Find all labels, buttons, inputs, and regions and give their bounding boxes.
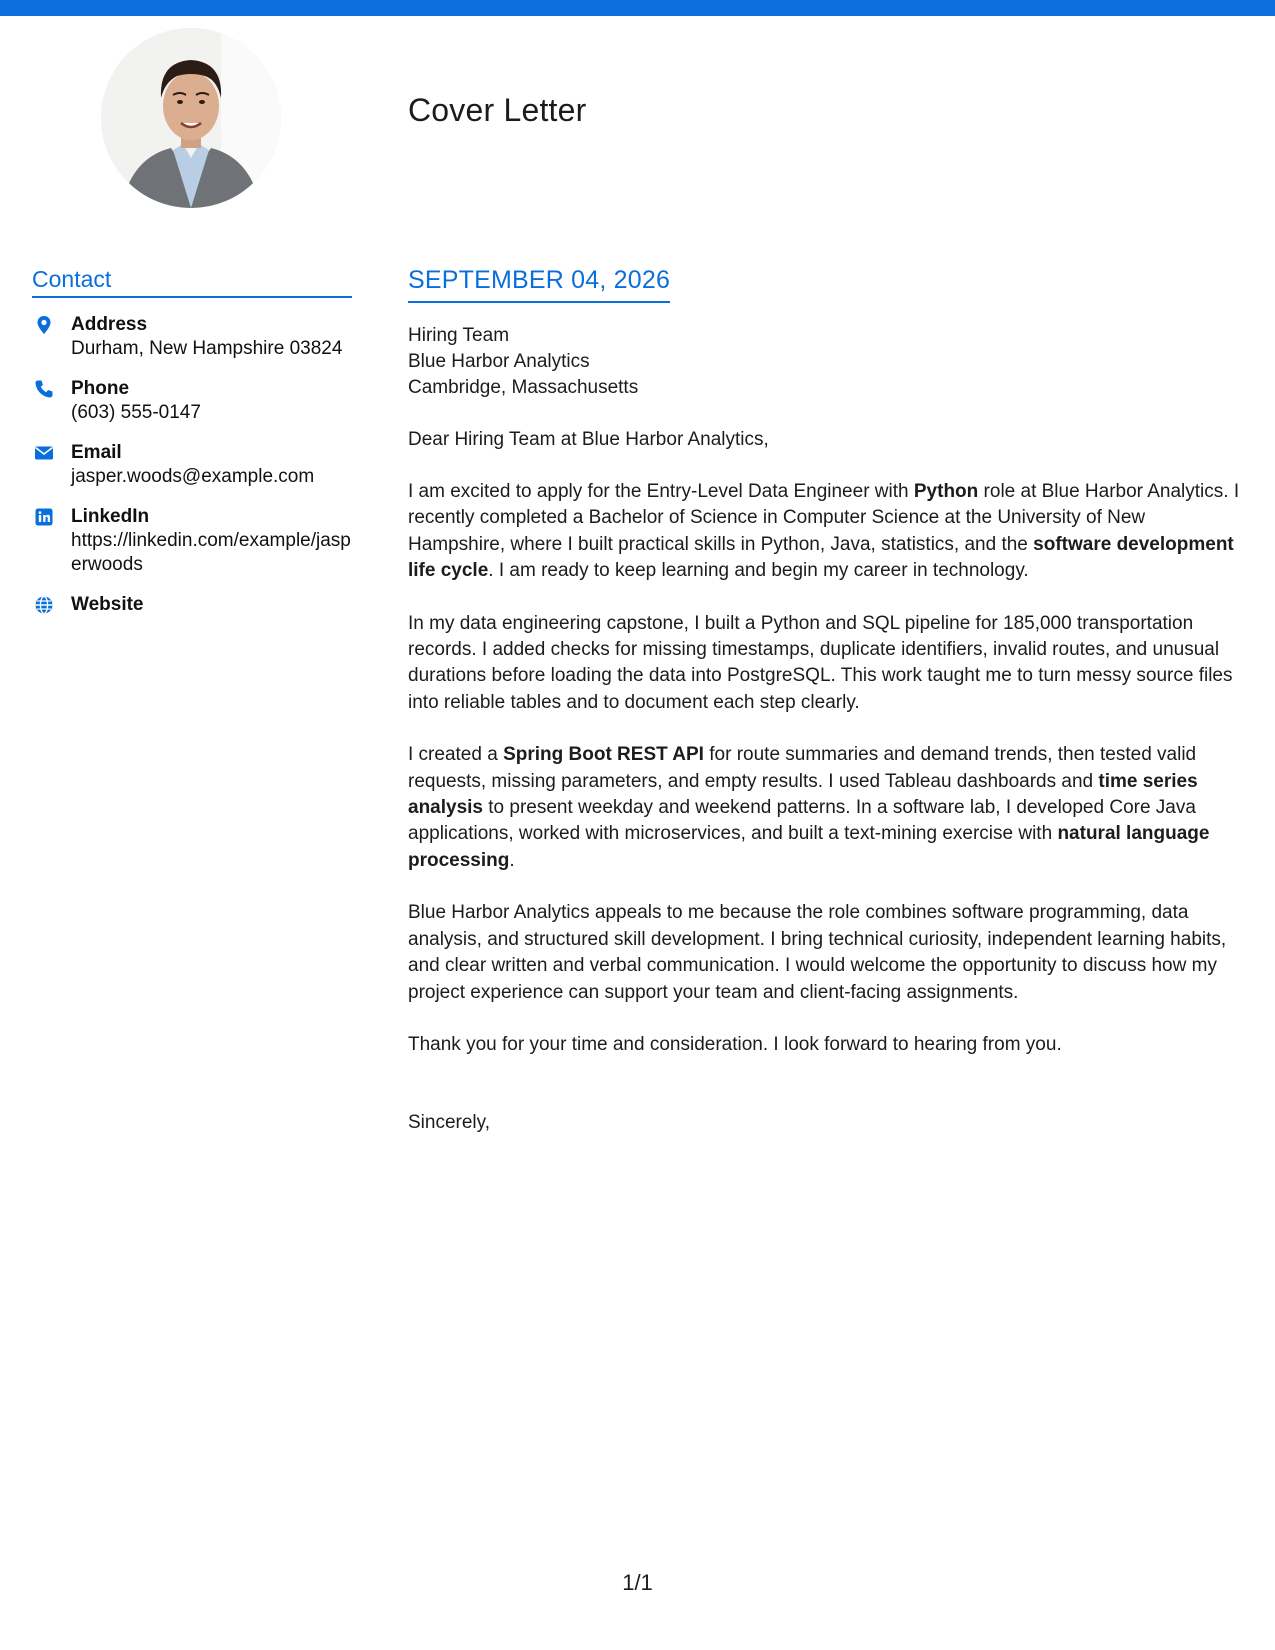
address-value: Durham, New Hampshire 03824 xyxy=(71,338,343,359)
paragraph-1: I am excited to apply for the Entry-Level Data Engineer with Python role at Blue Harbor Analytics. I recently completed a Bachelor of Science in Computer Science at the University of New Hampshire, where I built practical skills in Python, Java, statistics, and the software development life cycle. I am ready to keep learning and begin my career in technology. xyxy=(408,481,1240,582)
recipient-line: Hiring Team xyxy=(408,325,510,346)
contact-list xyxy=(32,312,352,617)
page-title: Cover Letter xyxy=(408,92,587,128)
contact-address xyxy=(32,312,352,361)
map-pin-icon xyxy=(34,315,54,335)
paragraph-3: I created a Spring Boot REST API for route summaries and demand trends, then tested valid requests, missing parameters, and empty results. I used Tableau dashboards and time series analysis to present weekday and weekend patterns. In a software lab, I developed Core Java applications, worked with microservices, and built a text-mining exercise with natural language processing. xyxy=(408,744,1210,871)
profile-photo xyxy=(101,28,281,208)
closing: Sincerely, xyxy=(408,1112,491,1134)
paragraph-2: In my data engineering capstone, I built a Python and SQL pipeline for 185,000 transportation records. I added checks for missing timestamps, duplicate identifiers, invalid routes, and unusual durations before loading the data into PostgreSQL. This work taught me to turn messy source files into reliable tables and to document each step clearly. xyxy=(408,612,1233,713)
address-label: Address xyxy=(71,314,148,335)
top-accent-bar xyxy=(0,0,1275,16)
page-number: 1/1 xyxy=(622,1570,653,1595)
salutation: Dear Hiring Team at Blue Harbor Analytics, xyxy=(408,429,769,450)
globe-icon xyxy=(34,595,54,615)
contact-heading: Contact xyxy=(32,266,352,298)
letter-date: SEPTEMBER 04, 2026 xyxy=(408,266,671,294)
contact-phone xyxy=(32,376,352,425)
email-value[interactable]: jasper.woods@example.com xyxy=(71,466,315,487)
contact-linkedin xyxy=(32,504,352,577)
phone-icon xyxy=(34,379,54,399)
phone-label: Phone xyxy=(71,378,130,399)
website-label: Website xyxy=(71,594,144,615)
recipient-block xyxy=(408,323,1246,401)
linkedin-label: LinkedIn xyxy=(71,506,150,527)
paragraph-4: Blue Harbor Analytics appeals to me because the role combines software programming, data analysis, and structured skill development. I bring technical curiosity, independent learning habits, and clear written and verbal communication. I would welcome the opportunity to discuss how my project experience can support your team and client-facing assignments. xyxy=(408,902,1227,1003)
phone-value: (603) 555-0147 xyxy=(71,402,201,423)
envelope-icon xyxy=(34,443,54,463)
paragraph-5: Thank you for your time and consideration. I look forward to hearing from you. xyxy=(408,1033,1062,1055)
recipient-line: Cambridge, Massachusetts xyxy=(408,377,639,398)
letter-date-block xyxy=(408,266,670,303)
contact-website xyxy=(32,592,352,617)
contact-sidebar xyxy=(32,266,352,632)
email-label: Email xyxy=(71,442,122,463)
contact-email xyxy=(32,440,352,489)
letter-body xyxy=(408,266,1246,1136)
linkedin-icon xyxy=(34,507,54,527)
recipient-line: Blue Harbor Analytics xyxy=(408,351,590,372)
linkedin-value[interactable]: https://linkedin.com/example/jasperwoods xyxy=(71,530,351,575)
